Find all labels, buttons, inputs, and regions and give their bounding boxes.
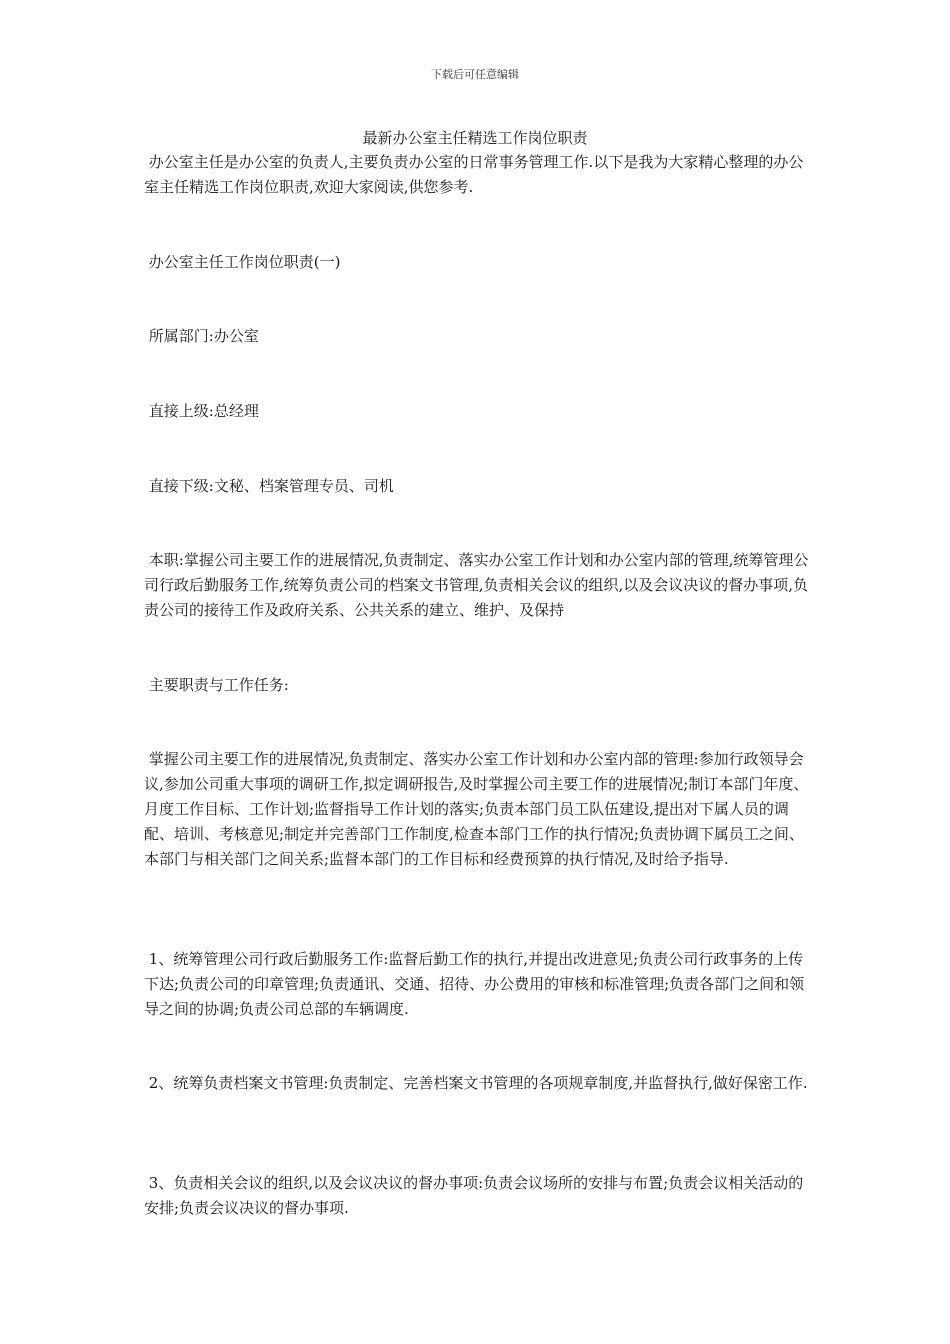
document-title: 最新办公室主任精选工作岗位职责 — [362, 129, 588, 147]
responsibility-main-paragraph: 掌握公司主要工作的进展情况,负责制定、落实办公室工作计划和办公室内部的管理:参加行政领导会议,参加公司重大事项的调研工作,拟定调研报告,及时掌握公司主要工作的进展情况;制订本部门年度、月度工作目标、工作计划;监督指导工作计划的落实;负责本部门员工队伍建设,提出对下属人员的调配、培训、考核意见;制定并完善部门工作制度,检查本部门工作的执行情况;负责协调下属员工之间、本部门与相关部门之间关系;监督本部门的工作目标和经费预算的执行情况,及时给予指导. — [144, 750, 809, 868]
duty-summary-paragraph: 本职:掌握公司主要工作的进展情况,负责制定、落实办公室工作计划和办公室内部的管理,统筹管理公司行政后勤服务工作,统筹负责公司的档案文书管理,负责相关会议的组织,以及会议决议的督办事项,负责公司的接待工作及政府关系、公共关系的建立、维护、及保持 — [144, 551, 809, 619]
responsibility-item-2: 2、统筹负责档案文书管理:负责制定、完善档案文书管理的各项规章制度,并监督执行,做好保密工作. — [144, 1074, 808, 1092]
page-header-note: 下载后可任意编辑 — [431, 68, 519, 81]
responsibility-item-1: 1、统筹管理公司行政后勤服务工作:监督后勤工作的执行,并提出改进意见;负责公司行政事务的上传下达;负责公司的印章管理;负责通讯、交通、招待、办公费用的审核和标准管理;负责各部门之间和领导之间的协调;负责公司总部的车辆调度. — [144, 950, 805, 1018]
responsibility-item-3: 3、负责相关会议的组织,以及会议决议的督办事项:负责会议场所的安排与布置;负责会议相关活动的安排;负责会议决议的督办事项. — [144, 1174, 804, 1217]
intro-paragraph: 办公室主任是办公室的负责人,主要负责办公室的日常事务管理工作.以下是我为大家精心整理的办公室主任精选工作岗位职责,欢迎大家阅读,供您参考. — [144, 153, 804, 196]
responsibilities-heading: 主要职责与工作任务: — [144, 676, 289, 694]
section-heading: 办公室主任工作岗位职责(一) — [144, 253, 341, 271]
subordinate-line: 直接下级:文秘、档案管理专员、司机 — [144, 477, 394, 495]
superior-line: 直接上级:总经理 — [144, 402, 259, 420]
department-line: 所属部门:办公室 — [144, 327, 259, 345]
